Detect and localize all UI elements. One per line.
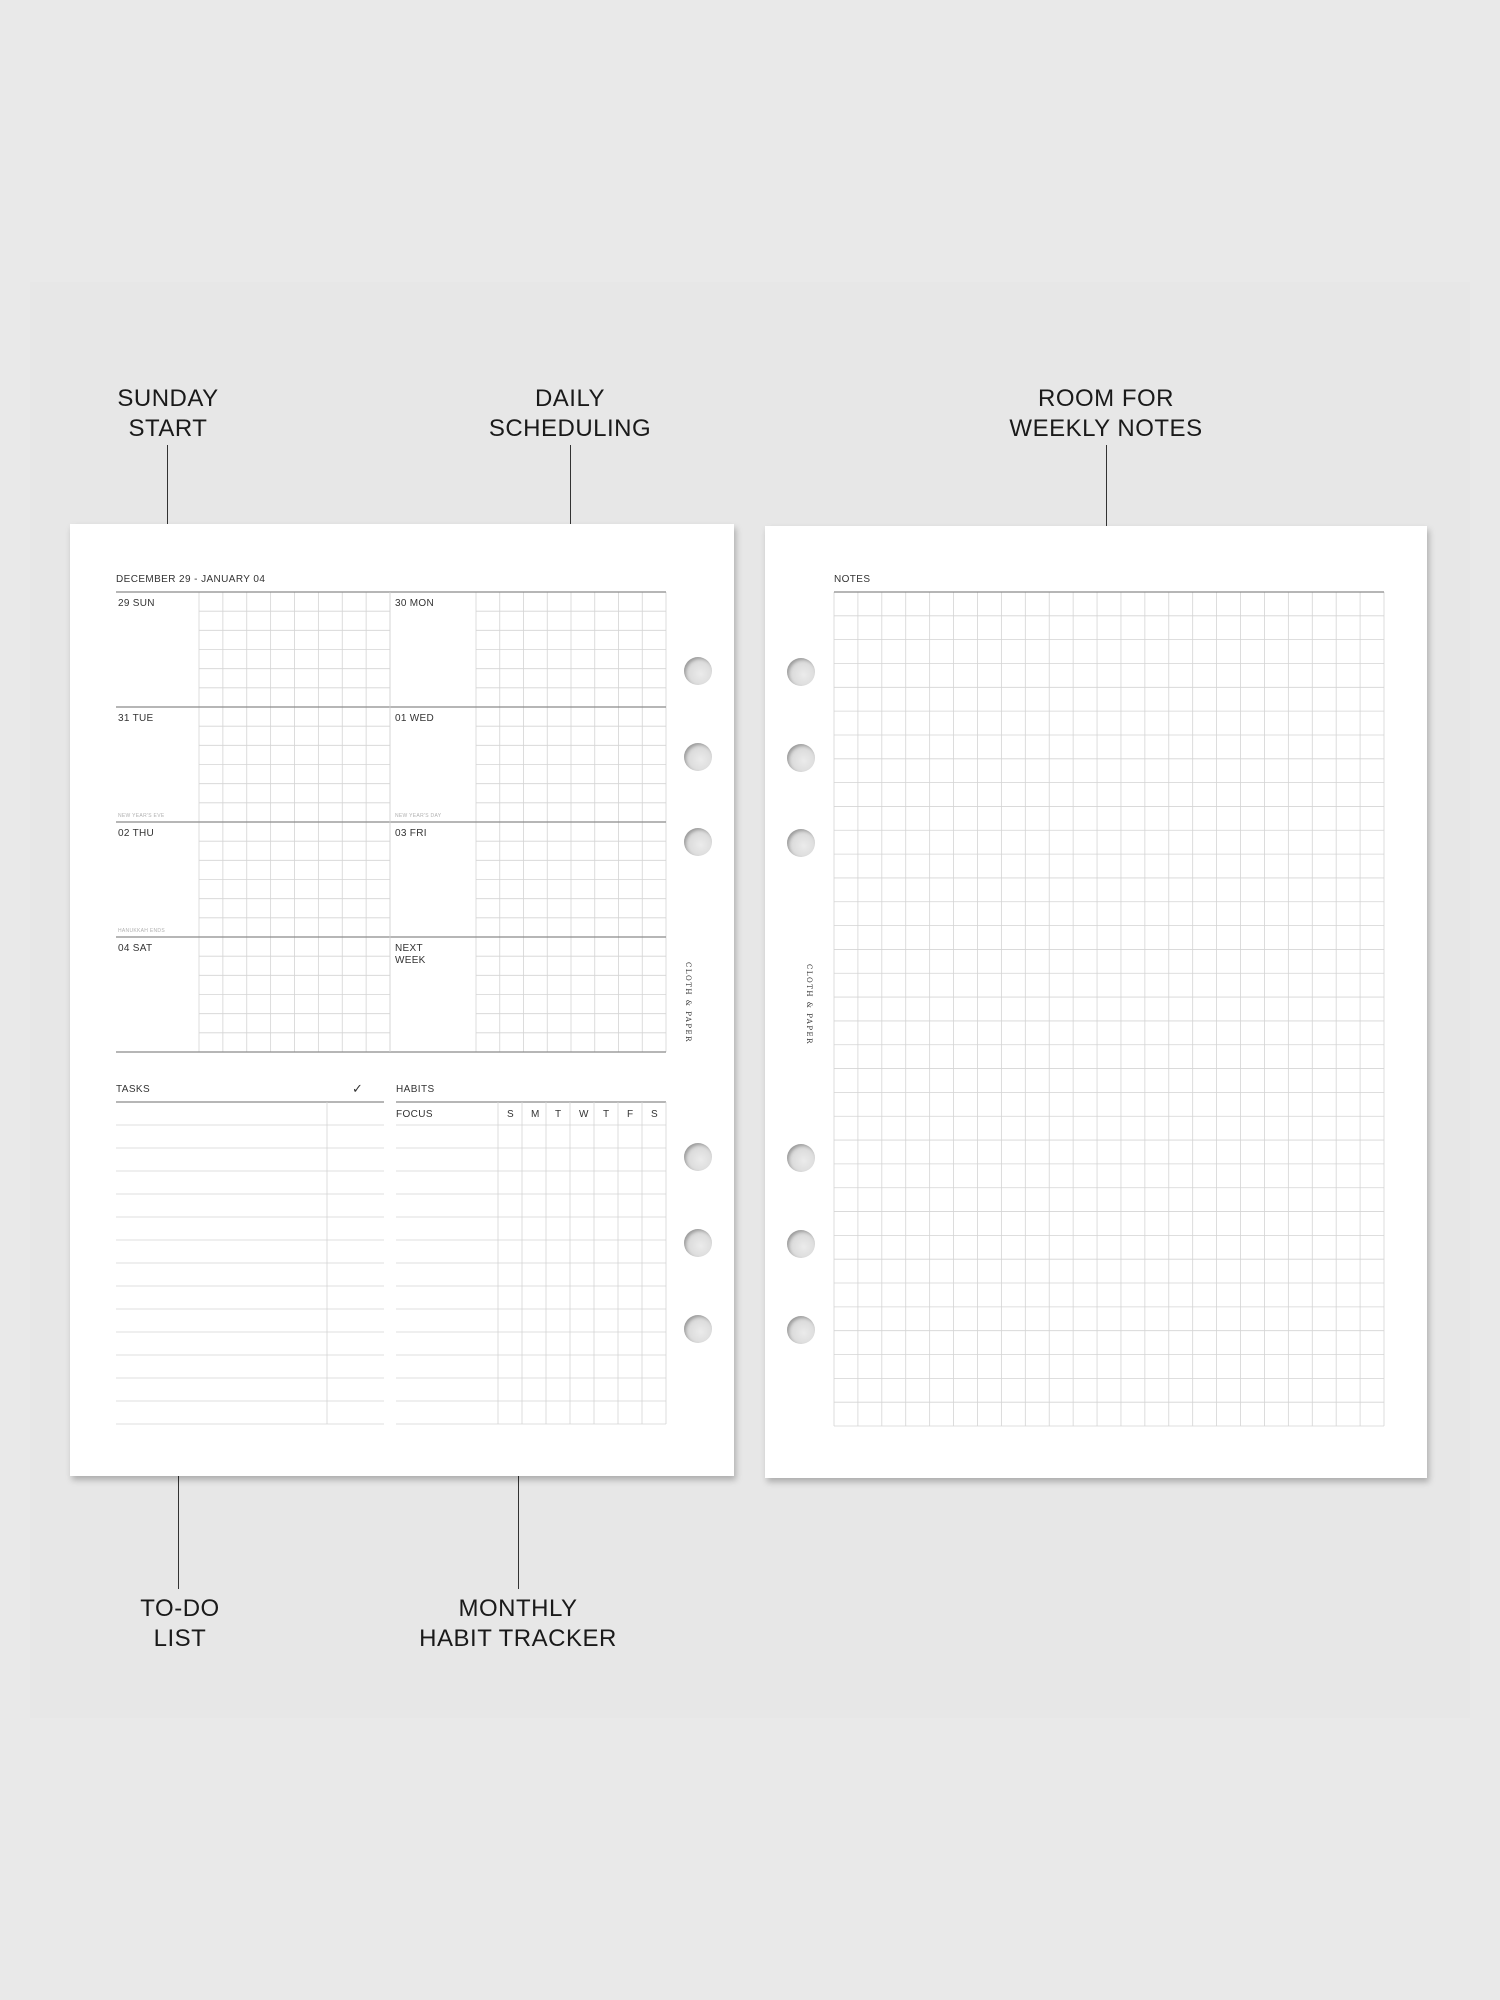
binder-hole [684,828,712,856]
weekday-initial: S [651,1109,659,1120]
callout-sunday-start: SUNDAY START [117,385,219,442]
day-label-thu: 02 THU [118,828,155,839]
binder-hole [684,657,712,685]
tasks-heading: TASKS [116,1084,151,1095]
binder-hole [787,1230,815,1258]
weekday-initial: T [603,1109,610,1120]
binder-hole [684,1229,712,1257]
callout-habit-tracker: MONTHLY HABIT TRACKER [419,1595,617,1652]
day-label-sun: 29 SUN [118,598,155,609]
brand-mark: CLOTH & PAPER [684,962,692,1043]
weekday-initial: T [555,1109,562,1120]
holiday-note: NEW YEAR'S EVE [118,813,165,819]
callout-weekly-notes: ROOM FOR WEEKLY NOTES [1009,385,1203,442]
day-label-tue: 31 TUE [118,713,154,724]
notes-grid [765,526,1427,1478]
day-label-sat: 04 SAT [118,943,153,954]
weekly-planner-page [70,524,734,1476]
weekday-initial: W [579,1109,589,1120]
weekday-initial: M [531,1109,540,1120]
focus-label: FOCUS [396,1109,433,1120]
callout-todo-list: TO-DO LIST [140,1595,220,1652]
binder-hole [787,744,815,772]
day-label-wed: 01 WED [395,713,435,724]
planner-grid [70,524,734,1476]
day-label-next-week: NEXT WEEK [395,943,426,966]
weekday-initial: S [507,1109,515,1120]
binder-hole [787,658,815,686]
weekday-initial: F [627,1109,634,1120]
day-label-fri: 03 FRI [395,828,427,839]
holiday-note: HANUKKAH ENDS [118,928,165,934]
notes-page [765,526,1427,1478]
callout-daily-scheduling: DAILY SCHEDULING [488,385,652,442]
check-icon: ✓ [352,1081,364,1096]
notes-heading: NOTES [834,574,871,585]
habits-heading: HABITS [396,1084,435,1095]
binder-hole [787,1144,815,1172]
binder-hole [684,1315,712,1343]
binder-hole [684,743,712,771]
binder-hole [787,1316,815,1344]
binder-hole [684,1143,712,1171]
day-label-mon: 30 MON [395,598,435,609]
brand-mark: CLOTH & PAPER [805,964,813,1045]
binder-hole [787,829,815,857]
week-range: DECEMBER 29 - JANUARY 04 [116,574,266,585]
holiday-note: NEW YEAR'S DAY [395,813,442,819]
